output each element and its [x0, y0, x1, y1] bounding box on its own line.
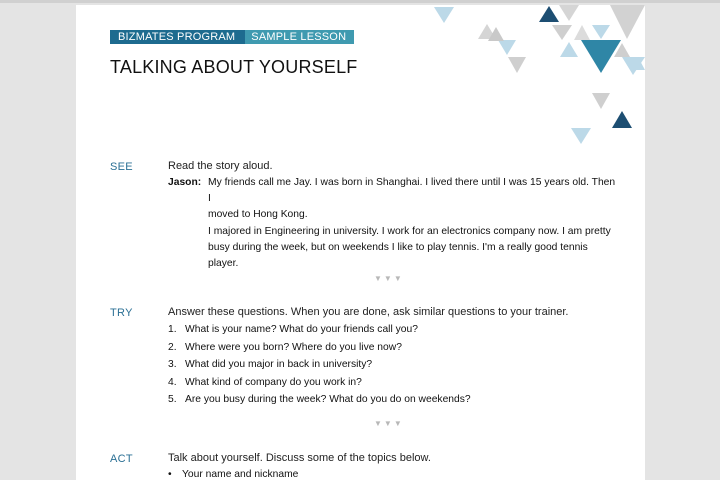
section-divider: ▼▼▼: [374, 274, 404, 283]
question-text: Are you busy during the week? What do you do on weekends?: [185, 394, 471, 405]
question-number: 5.: [168, 394, 177, 405]
deco-triangle: [592, 93, 610, 109]
question-text: What kind of company do you work in?: [185, 376, 362, 388]
question-list: [168, 321, 471, 409]
deco-triangle: [571, 128, 591, 144]
question-number: 4.: [168, 376, 177, 388]
deco-triangle: [574, 25, 590, 40]
question-item: [168, 339, 471, 357]
question-item: [168, 321, 471, 339]
header-tags: [110, 30, 354, 44]
speaker-name: Jason:: [168, 177, 202, 188]
deco-triangle: [610, 5, 645, 39]
question-text: Where were you born? Where do you live now?: [185, 341, 402, 353]
deco-triangle: [552, 25, 572, 40]
question-item: [168, 356, 471, 374]
try-label: TRY: [110, 307, 133, 319]
bullet: •: [168, 469, 172, 480]
program-tag: BIZMATES PROGRAM: [110, 30, 245, 44]
act-instruction: Talk about yourself. Discuss some of the topics below.: [168, 452, 431, 464]
story-line: moved to Hong Kong.: [208, 209, 308, 220]
question-number: 1.: [168, 324, 177, 335]
window-top-border: [0, 0, 720, 3]
story-paragraph-1: [208, 175, 618, 223]
lesson-tag: SAMPLE LESSON: [245, 30, 354, 44]
question-item: [168, 374, 471, 392]
question-number: 2.: [168, 341, 177, 353]
story-line: I majored in Engineering in university. I work for an electronics company now. I am pretty: [208, 226, 611, 237]
try-instruction: Answer these questions. When you are done, ask similar questions to your trainer.: [168, 306, 569, 318]
topic-item: [168, 469, 298, 480]
deco-triangle: [508, 57, 526, 73]
question-text: What is your name? What do your friends call you?: [185, 324, 418, 335]
act-label: ACT: [110, 453, 133, 465]
see-instruction: Read the story aloud.: [168, 160, 273, 172]
story-line: My friends call me Jay. I was born in Shanghai. I lived there until I was 15 years old. Then I: [208, 177, 616, 204]
section-divider: ▼▼▼: [374, 419, 404, 428]
page-title: TALKING ABOUT YOURSELF: [110, 57, 358, 77]
lesson-page: [76, 5, 645, 480]
question-item: [168, 391, 471, 409]
story-paragraph-2: [208, 224, 618, 272]
deco-triangle: [560, 42, 578, 57]
see-label: SEE: [110, 161, 133, 173]
topic-text: Your name and nickname: [182, 469, 299, 480]
question-text: What did you major in back in university?: [185, 359, 373, 370]
deco-triangle: [539, 6, 559, 22]
deco-triangle: [498, 40, 516, 55]
deco-triangle: [434, 7, 454, 23]
deco-triangle: [592, 25, 610, 39]
triangle-decoration: [416, 5, 645, 155]
deco-triangle: [612, 111, 632, 128]
question-number: 3.: [168, 359, 177, 370]
deco-triangle: [559, 5, 579, 21]
story-line: busy during the week, but on weekends I like to play tennis. I'm a really good tennis player.: [208, 242, 588, 269]
